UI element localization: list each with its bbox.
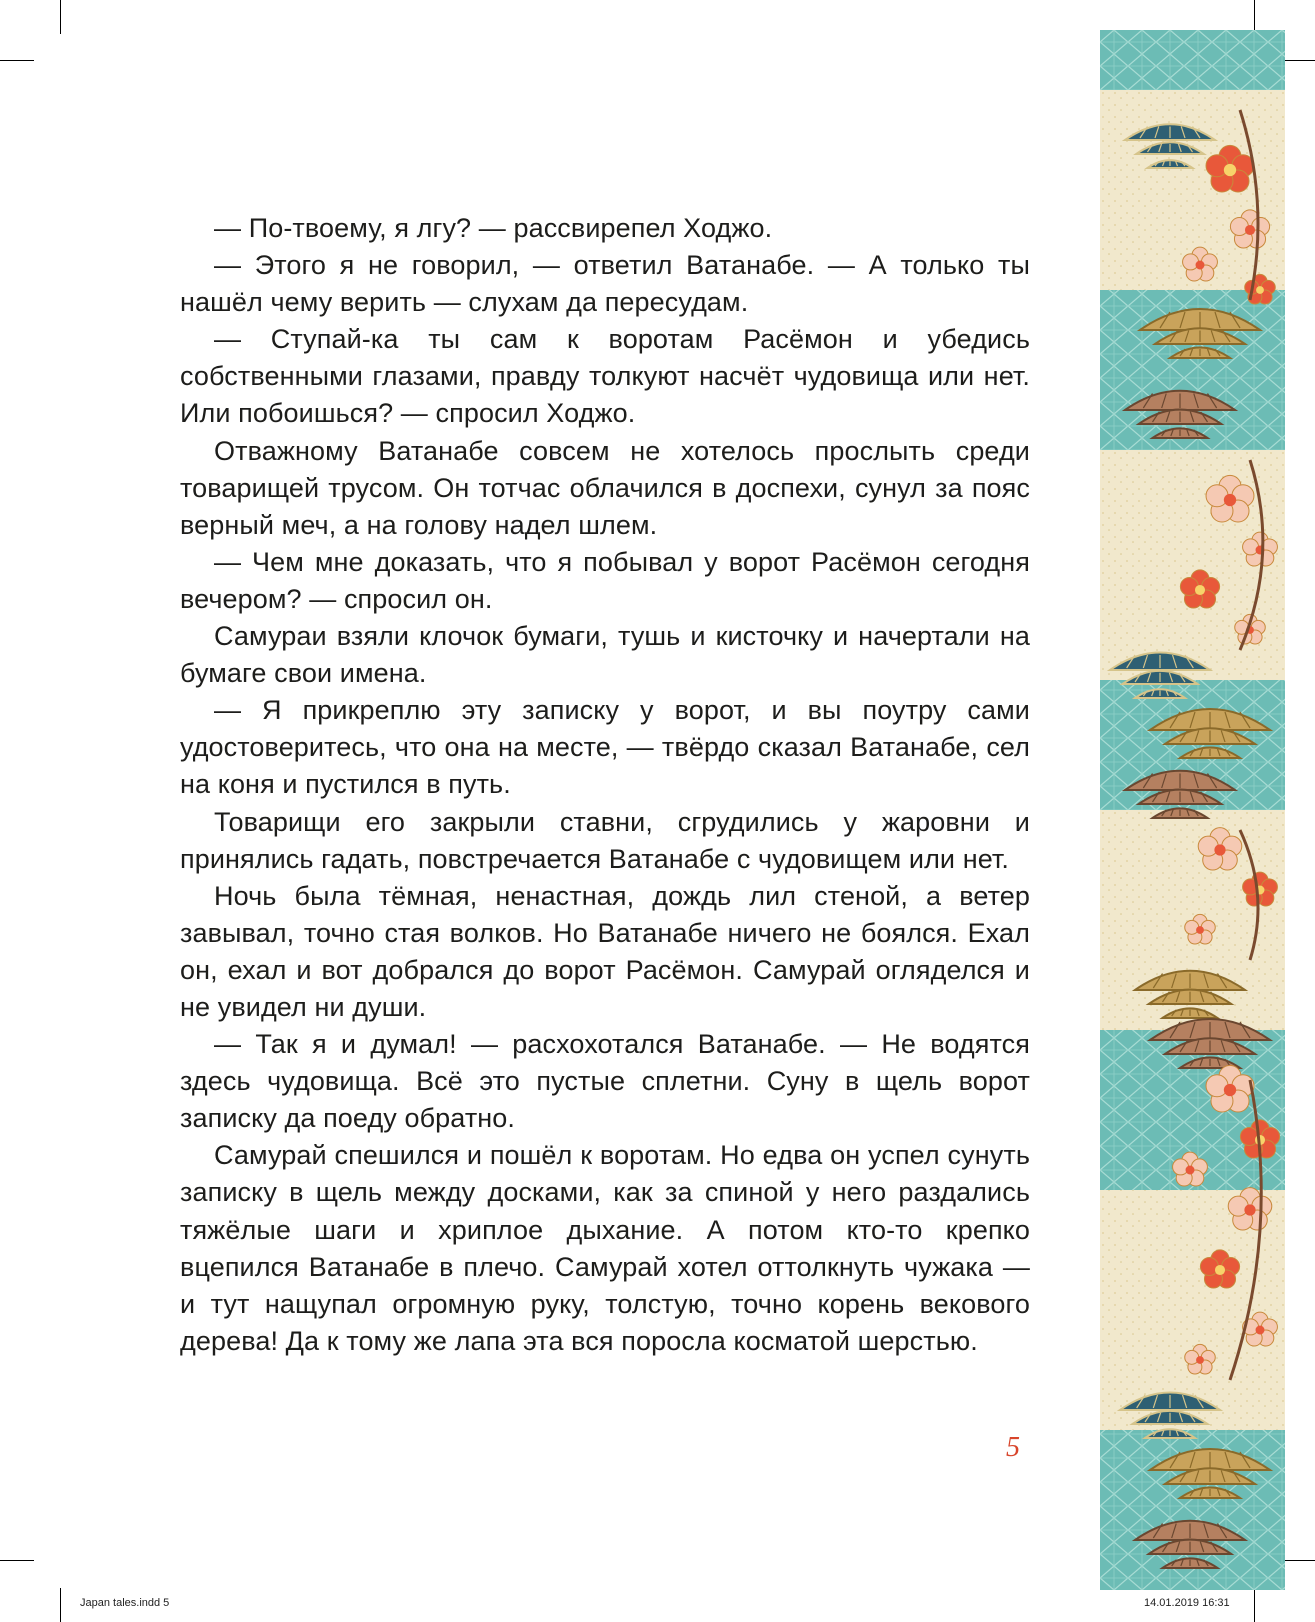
crop-mark-bottom-left-h bbox=[0, 1560, 34, 1561]
paragraph: — Ступай-ка ты сам к воротам Расёмон и убедись собственными глазами, правду толкуют насчёт чудовища или нет. Или побоишься? — спросил Ходжо. bbox=[180, 324, 1030, 429]
slug-timestamp: 14.01.2019 16:31 bbox=[1144, 1597, 1230, 1609]
crop-mark-top-right-v bbox=[1254, 0, 1255, 34]
crop-mark-bottom-left-v bbox=[60, 1588, 61, 1622]
paragraph: — Я прикреплю эту записку у ворот, и вы поутру сами удостоверитесь, что она на месте, — твёрдо сказал Ватанабе, сел на коня и пустился в путь. bbox=[180, 695, 1030, 800]
paragraph: — По-твоему, я лгу? — рассвирепел Ходжо. bbox=[214, 213, 773, 243]
paragraph: Самураи взяли клочок бумаги, тушь и кисточку и начертали на бумаге свои имена. bbox=[180, 621, 1030, 689]
crop-mark-top-right-h bbox=[1281, 60, 1315, 61]
crop-mark-top-left-v bbox=[60, 0, 61, 34]
paragraph: Товарищи его закрыли ставни, сгрудились у жаровни и принялись гадать, повстречается Ватанабе с чудовищем или нет. bbox=[180, 806, 1030, 874]
story-text bbox=[180, 210, 1030, 1360]
floral-pattern-illustration bbox=[1100, 30, 1285, 1590]
page-number: 5 bbox=[1006, 1432, 1020, 1463]
crop-mark-top-left-h bbox=[0, 60, 34, 61]
paragraph: Самурай спешился и пошёл к воротам. Но едва он успел сунуть записку в щель между досками, как за спиной у него раздались тяжёлые шаги и хриплое дыхание. А потом кто-то крепко вцепился Ватанабе в плечо. Самурай хотел оттолкнуть чужака — и тут нащупал огромную руку, толстую, точно корень векового дерева! Да к тому же лапа эта вся поросла косматой шерстью. bbox=[180, 1140, 1030, 1356]
paragraph: — Чем мне доказать, что я побывал у ворот Расёмон сегодня вечером? — спросил он. bbox=[180, 546, 1030, 614]
paragraph: — Этого я не говорил, — ответил Ватанабе. — А только ты нашёл чему верить — слухам да пересудам. bbox=[180, 250, 1030, 318]
slug-file-name: Japan tales.indd 5 bbox=[80, 1597, 170, 1609]
decorative-border-strip bbox=[1100, 30, 1285, 1590]
paragraph: Отважному Ватанабе совсем не хотелось прослыть среди товарищей трусом. Он тотчас облачился в доспехи, сунул за пояс верный меч, а на голову надел шлем. bbox=[180, 435, 1030, 540]
paragraph: — Так я и думал! — расхохотался Ватанабе. — Не водятся здесь чудовища. Всё это пустые сплетни. Суну в щель ворот записку да поеду обратно. bbox=[180, 1029, 1030, 1134]
paragraph: Ночь была тёмная, ненастная, дождь лил стеной, а ветер завывал, точно стая волков. Но Ватанабе ничего не боялся. Ехал он, ехал и вот добрался до ворот Расёмон. Самурай огляделся и не увидел ни души. bbox=[180, 880, 1030, 1022]
crop-mark-bottom-right-v bbox=[1254, 1588, 1255, 1622]
crop-mark-bottom-right-h bbox=[1281, 1560, 1315, 1561]
